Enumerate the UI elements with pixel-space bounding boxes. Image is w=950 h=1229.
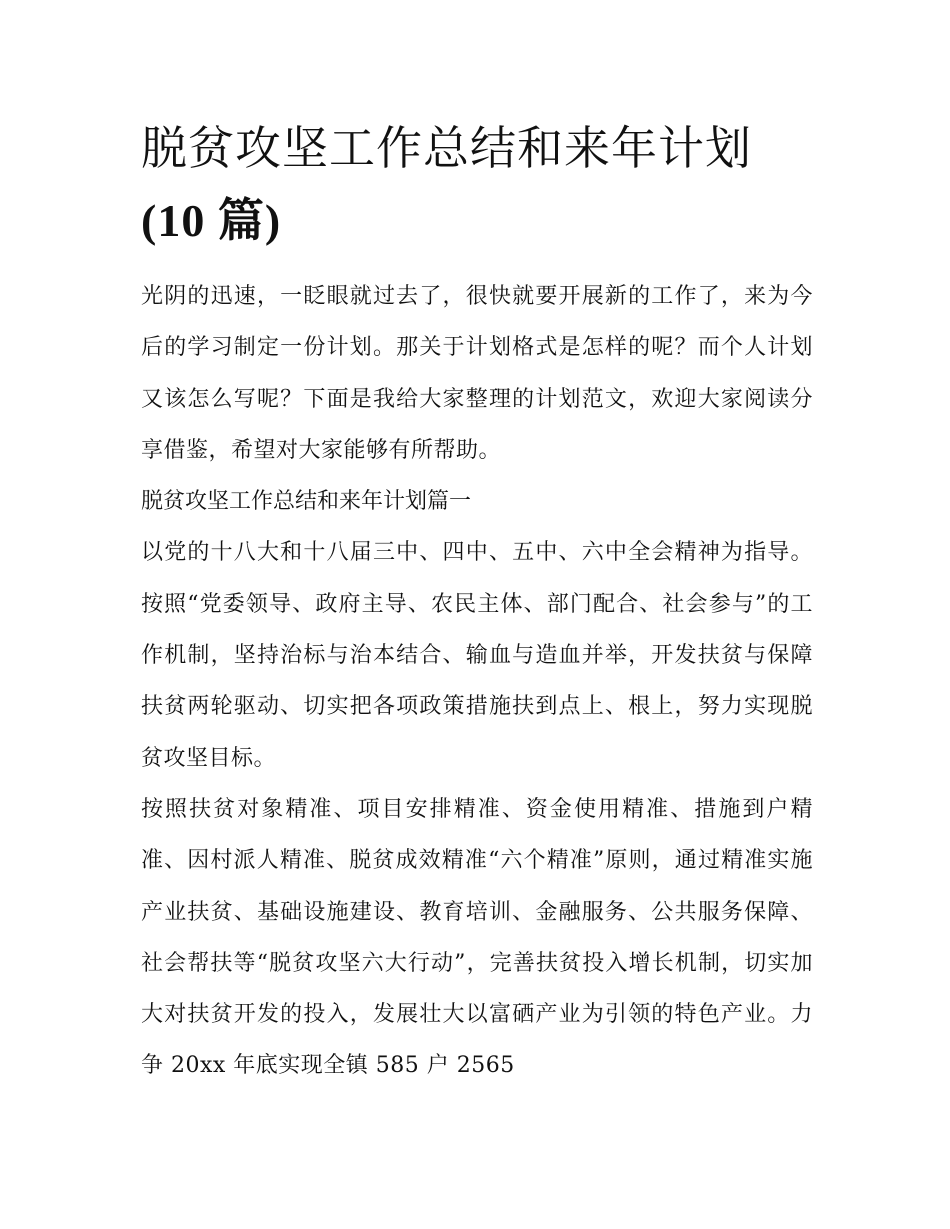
body-paragraph-1: 以党的十八大和十八届三中、四中、五中、六中全会精神为指导。按照“党委领导、政府主导、农民主体、部门配合、社会参与”的工作机制，坚持治标与治本结合、输血与造血并举，开发扶贫与保障扶贫两轮驱动、切实把各项政策措施扶到点上、根上，努力实现脱贫攻坚目标。 bbox=[141, 540, 813, 771]
body-paragraph-2: 按照扶贫对象精准、项目安排精准、资金使用精准、措施到户精准、因村派人精准、脱贫成效精准“六个精准”原则，通过精准实施产业扶贫、基础设施建设、教育培训、金融服务、公共服务保障、社会帮扶等“脱贫攻坚六大行动”，完善扶贫投入增长机制，切实加大对扶贫开发的投入，发展壮大以富硒产业为引领的特色产业。力争 20xx 年底实现全镇 585 户 2565 bbox=[141, 796, 813, 1079]
section-heading: 脱贫攻坚工作总结和来年计划篇一 bbox=[141, 489, 472, 515]
document-body bbox=[141, 112, 813, 1092]
intro-paragraph: 光阴的迅速，一眨眼就过去了，很快就要开展新的工作了，来为今后的学习制定一份计划。那关于计划格式是怎样的呢？而个人计划又该怎么写呢？下面是我给大家整理的计划范文，欢迎大家阅读分享借鉴，希望对大家能够有所帮助。 bbox=[141, 284, 813, 463]
title-line-2: (10 篇) bbox=[141, 195, 282, 246]
document-title bbox=[141, 112, 813, 257]
title-line-1: 脱贫攻坚工作总结和来年计划 bbox=[141, 121, 752, 175]
